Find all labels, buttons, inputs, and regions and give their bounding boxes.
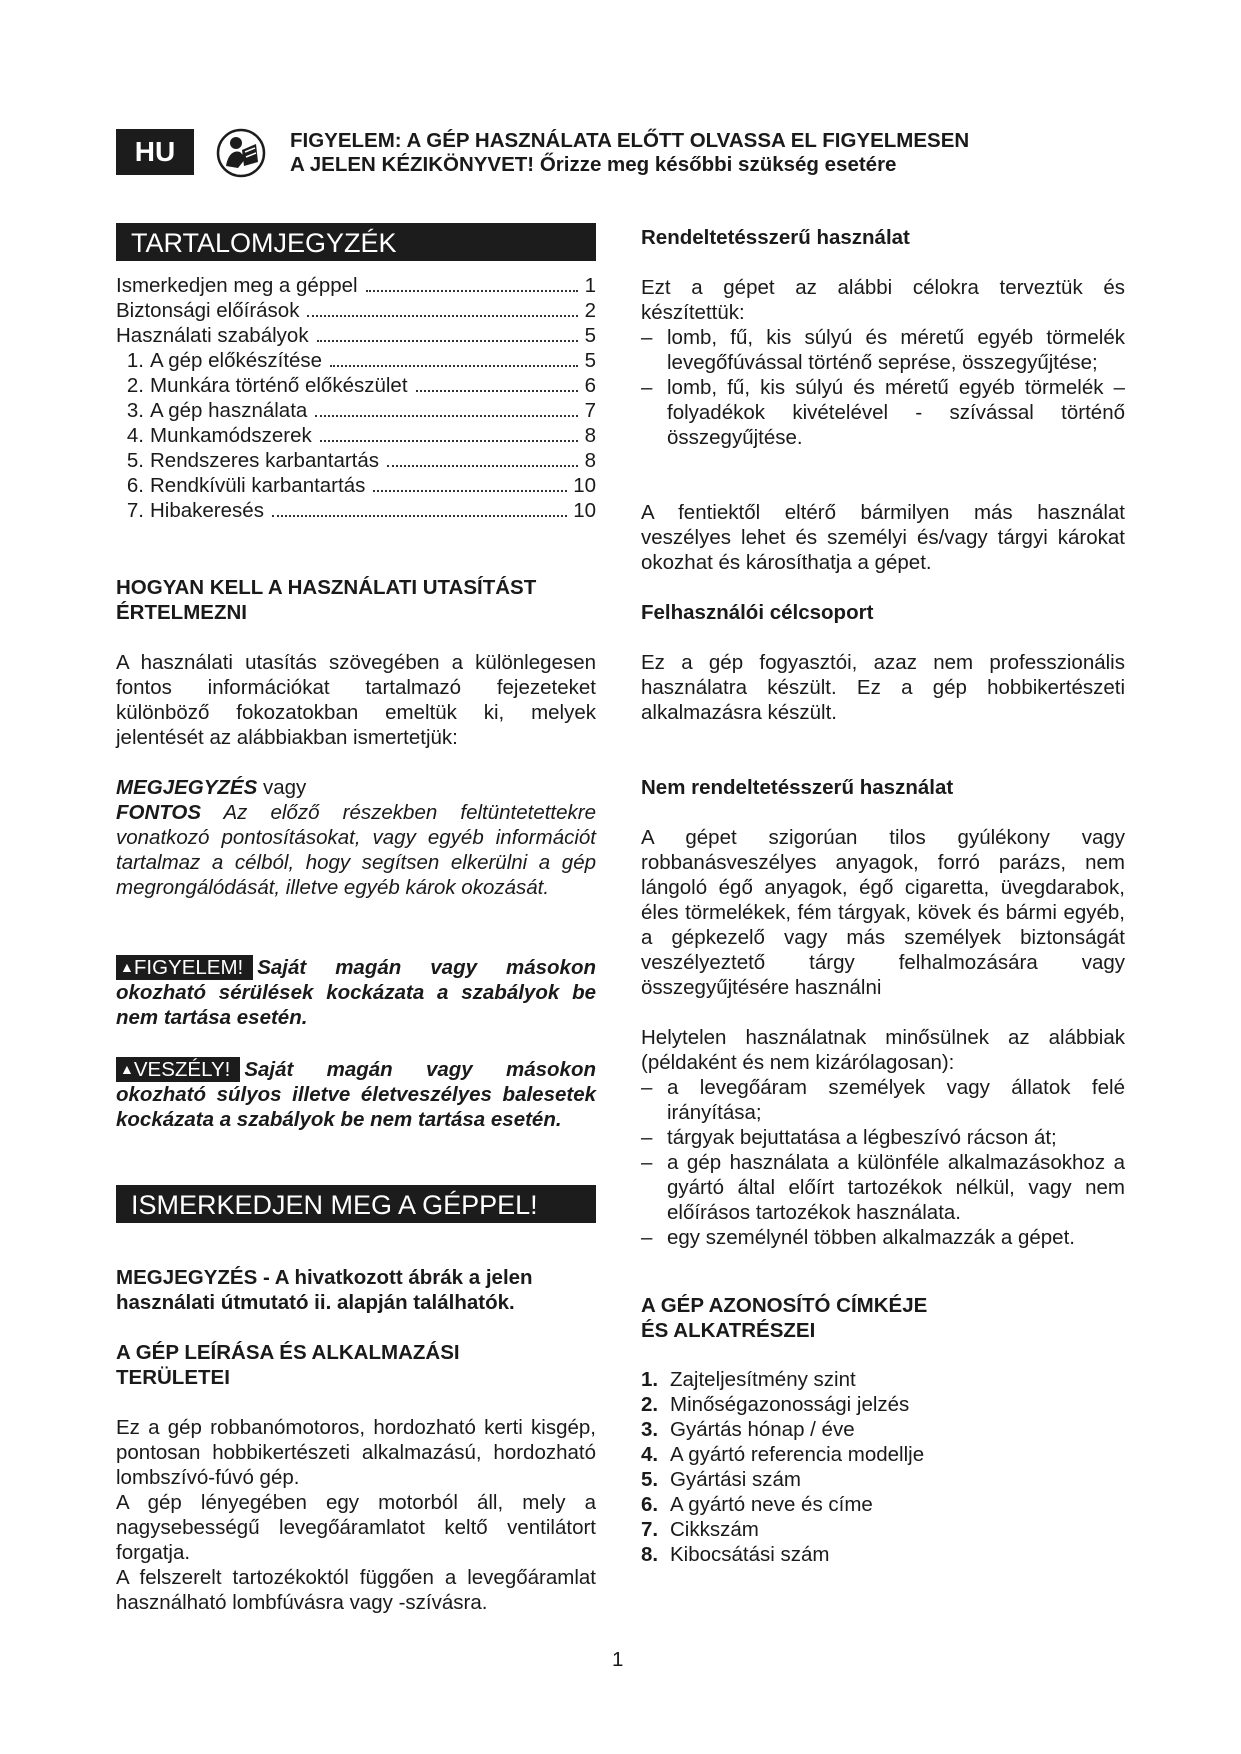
toc-dots	[315, 415, 578, 417]
toc-number: 6.	[126, 474, 144, 497]
item-number: 5.	[641, 1468, 659, 1491]
description-heading-line1: A GÉP LEÍRÁSA ÉS ALKALMAZÁSI	[116, 1341, 460, 1364]
toc-row[interactable]	[116, 398, 596, 423]
warning-header-line1: FIGYELEM: A GÉP HASZNÁLATA ELŐTT OLVASSA EL FIGYELMESEN	[290, 129, 970, 152]
toc-row[interactable]	[116, 298, 596, 323]
other-use-text: A fentiektől eltérő bármilyen más használat veszélyes lehet és személyi és/vagy tárgyi károkat okozhat és károsíthatja a gépet.	[641, 501, 1125, 574]
item-number: 3.	[641, 1418, 659, 1441]
item-label: A gyártó referencia modellje	[670, 1443, 925, 1466]
warning-header-line2: A JELEN KÉZIKÖNYVET! Őrizze meg későbbi szükség esetére	[290, 153, 897, 176]
toc-page: 2	[584, 299, 596, 322]
list-item	[641, 1417, 1125, 1442]
toc-label: Munkamódszerek	[150, 424, 312, 447]
list-item: – a gép használata a különféle alkalmazásokhoz a gyártó által előírt tartozékok nélkül, vagy nem előírásos tartozékok használata.	[641, 1150, 1125, 1225]
toc-row[interactable]	[116, 323, 596, 348]
toc-number: 1.	[126, 349, 144, 372]
toc-label: Ismerkedjen meg a géppel	[116, 274, 358, 297]
note-vagy: vagy	[262, 776, 307, 799]
id-label-heading-line2: ÉS ALKATRÉSZEI	[641, 1319, 816, 1342]
item-label: Cikkszám	[670, 1518, 759, 1541]
page-number: 1	[612, 1648, 624, 1671]
toc-label: Rendkívüli karbantartás	[150, 474, 366, 497]
toc-label: Munkára történő előkészület	[150, 374, 408, 397]
toc-row[interactable]	[116, 273, 596, 298]
toc-page: 8	[584, 449, 596, 472]
danger-triangle-icon: ▲	[120, 1061, 134, 1077]
toc-title: TARTALOMJEGYZÉK	[116, 223, 596, 261]
item-number: 6.	[641, 1493, 659, 1516]
toc-dots	[330, 365, 578, 367]
list-item	[641, 1367, 1125, 1392]
toc-dots	[272, 515, 567, 517]
toc-page: 5	[584, 324, 596, 347]
danger-label-text: VESZÉLY!	[133, 1058, 231, 1081]
toc-dots	[416, 390, 578, 392]
danger-block	[116, 1057, 596, 1132]
list-item	[641, 1467, 1125, 1492]
toc-row[interactable]	[116, 348, 596, 373]
list-item: – egy személynél többen alkalmazzák a gépet.	[641, 1225, 1125, 1250]
toc-row[interactable]	[116, 373, 596, 398]
list-item	[641, 1542, 1125, 1567]
list-item	[641, 1442, 1125, 1467]
toc-row[interactable]	[116, 498, 596, 523]
toc-page: 10	[573, 474, 596, 497]
description-heading-line2: TERÜLETEI	[116, 1366, 230, 1389]
toc-dots	[387, 465, 578, 467]
intended-use-section	[641, 275, 1125, 450]
description-heading	[116, 1340, 596, 1390]
howto-heading	[116, 575, 596, 625]
warning-label	[116, 955, 253, 980]
description-p2: A gép lényegében egy motorból áll, mely a nagysebességű levegőáramlatot keltő ventilátort forgatja.	[116, 1491, 596, 1564]
warning-text: Saját magán vagy másokon okozható sérülések kockázata a szabályok be nem tartása esetén.	[116, 956, 596, 1029]
list-item: – lomb, fű, kis súlyú és méretű egyéb törmelék levegőfúvással történő seprése, összegyűjtése;	[641, 325, 1125, 375]
toc-label: A gép előkészítése	[150, 349, 323, 372]
list-item: – lomb, fű, kis súlyú és méretű egyéb törmelék – folyadékok kivételével - szívással történő összegyűjtése.	[641, 375, 1125, 450]
howto-heading-line1: HOGYAN KELL A HASZNÁLATI UTASÍTÁST	[116, 576, 537, 599]
warning-block	[116, 955, 596, 1030]
toc-dots	[307, 315, 578, 317]
note-text: Az előző részekben feltüntetettekre vonatkozó pontosításokat, vagy egyéb információt tartalmaz a célból, hogy segítsen elkerülni a gép megrongálódását, illetve egyéb károk okozását.	[116, 801, 596, 899]
toc-number: 4.	[126, 424, 144, 447]
item-label: A gyártó neve és címe	[670, 1493, 873, 1516]
warning-header	[290, 129, 1140, 177]
toc-page: 7	[584, 399, 596, 422]
description-p1: Ez a gép robbanómotoros, hordozható kerti kisgép, pontosan hobbikertészeti alkalmazású, hordozható lombszívó-fúvó gép.	[116, 1416, 596, 1489]
toc-page: 1	[584, 274, 596, 297]
figures-note	[116, 1265, 596, 1315]
id-label-heading	[641, 1293, 1125, 1343]
toc-number: 7.	[126, 499, 144, 522]
figures-note-line1: MEGJEGYZÉS - A hivatkozott ábrák a jelen	[116, 1266, 533, 1289]
list-item: – tárgyak bejuttatása a légbeszívó rácson át;	[641, 1125, 1125, 1150]
item-label: Minőségazonossági jelzés	[670, 1393, 910, 1416]
item-label: Gyártási szám	[670, 1468, 801, 1491]
toc-label: Hibakeresés	[150, 499, 264, 522]
warning-triangle-icon: ▲	[120, 959, 134, 975]
warning-label-text: FIGYELEM!	[133, 956, 244, 979]
get-to-know-title: ISMERKEDJEN MEG A GÉPPEL!	[116, 1185, 596, 1223]
item-label: Kibocsátási szám	[670, 1543, 830, 1566]
improper-use-examples	[641, 1025, 1125, 1250]
list-item	[641, 1492, 1125, 1517]
item-label: Gyártás hónap / éve	[670, 1418, 855, 1441]
improper-use-text: A gépet szigorúan tilos gyúlékony vagy robbanásveszélyes anyagok, forró parázs, nem lángoló égő anyagok, égő cigaretta, üvegdarabok, éles törmelékek, fém tárgyak, kövek és bármi egyéb, a gépkezelő vagy más személyek biztonságát veszélyeztető tárgy felhalmozására vagy összegyűjtésére használni	[641, 826, 1125, 999]
toc-label: Biztonsági előírások	[116, 299, 300, 322]
toc-number: 5.	[126, 449, 144, 472]
description-text	[116, 1415, 596, 1615]
toc-dots	[317, 340, 578, 342]
danger-label	[116, 1057, 240, 1082]
note-block	[116, 775, 596, 900]
toc-page: 6	[584, 374, 596, 397]
intended-use-intro: Ezt a gépet az alábbi célokra terveztük és készítettük:	[641, 276, 1125, 324]
intended-use-list	[641, 325, 1125, 450]
item-number: 8.	[641, 1543, 659, 1566]
list-item: – a levegőáram személyek vagy állatok felé irányítása;	[641, 1075, 1125, 1125]
item-number: 4.	[641, 1443, 659, 1466]
table-of-contents	[116, 273, 596, 523]
target-group-heading: Felhasználói célcsoport	[641, 601, 874, 624]
item-number: 7.	[641, 1518, 659, 1541]
description-p3: A felszerelt tartozékoktól függően a levegőáramlat használható lombfúvásra vagy -szívásra.	[116, 1566, 596, 1614]
howto-text: A használati utasítás szövegében a különlegesen fontos információkat tartalmazó fejezeteket különböző fokozatokban emeltük ki, melyek jelentését az alábbiakban ismertetjük:	[116, 651, 596, 749]
toc-label: Használati szabályok	[116, 324, 309, 347]
toc-number: 3.	[126, 399, 144, 422]
toc-page: 10	[573, 499, 596, 522]
item-label: Zajteljesítmény szint	[670, 1368, 856, 1391]
toc-label: A gép használata	[150, 399, 308, 422]
target-group-text: Ez a gép fogyasztói, azaz nem professzionális használatra készült. Ez a gép hobbikertészeti alkalmazásra készült.	[641, 651, 1125, 724]
toc-label: Rendszeres karbantartás	[150, 449, 380, 472]
item-number: 2.	[641, 1393, 659, 1416]
improper-use-heading: Nem rendeltetésszerű használat	[641, 776, 954, 799]
toc-number: 2.	[126, 374, 144, 397]
improper-use-intro: Helytelen használatnak minősülnek az alábbiak (példaként és nem kizárólagosan):	[641, 1026, 1125, 1074]
note-fontos: FONTOS	[116, 801, 202, 824]
toc-dots	[366, 290, 578, 292]
toc-row[interactable]	[116, 423, 596, 448]
intended-use-heading: Rendeltetésszerű használat	[641, 226, 910, 249]
toc-dots	[373, 490, 567, 492]
toc-page: 5	[584, 349, 596, 372]
item-number: 1.	[641, 1368, 659, 1391]
id-label-heading-line1: A GÉP AZONOSÍTÓ CÍMKÉJE	[641, 1294, 928, 1317]
language-badge: HU	[116, 129, 194, 175]
toc-row[interactable]	[116, 473, 596, 498]
toc-page: 8	[584, 424, 596, 447]
toc-row[interactable]	[116, 448, 596, 473]
note-megjegyzes: MEGJEGYZÉS	[116, 776, 258, 799]
improper-use-list	[641, 1075, 1125, 1250]
reader-icon	[216, 128, 266, 178]
figures-note-line2: használati útmutató ii. alapján találhatók.	[116, 1291, 515, 1314]
list-item	[641, 1392, 1125, 1417]
danger-text: Saját magán vagy másokon okozható súlyos illetve életveszélyes balesetek kockázata a szabályok be nem tartása esetén.	[116, 1058, 596, 1131]
id-label-list	[641, 1367, 1125, 1567]
howto-heading-line2: ÉRTELMEZNI	[116, 601, 247, 624]
toc-dots	[320, 440, 578, 442]
list-item	[641, 1517, 1125, 1542]
